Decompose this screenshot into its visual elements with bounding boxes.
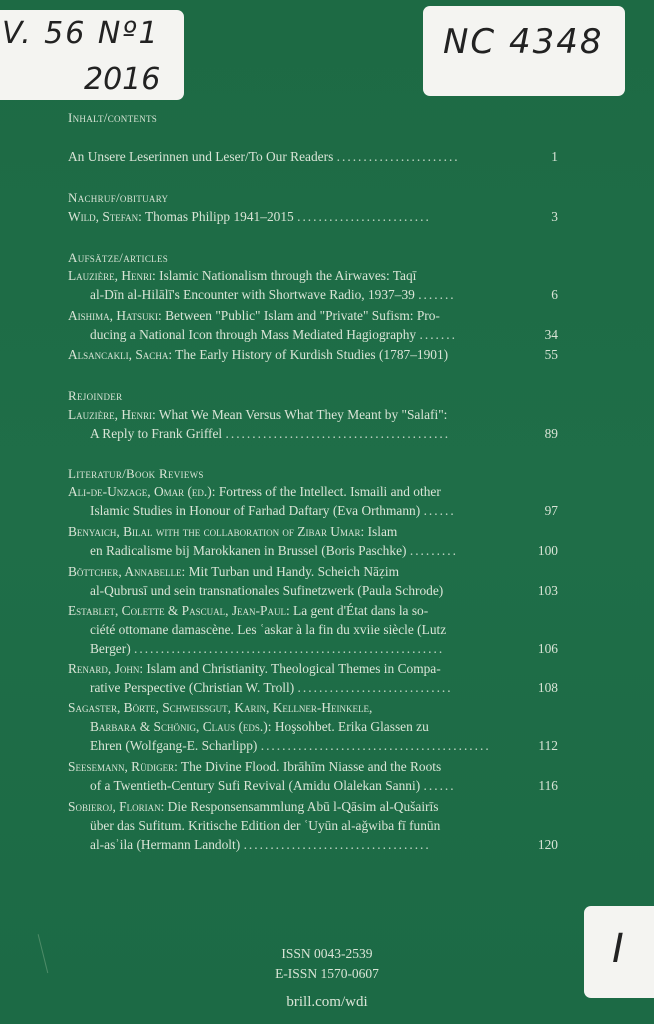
entry-title: Thomas Philipp 1941–2015 <box>144 209 294 224</box>
entry-author: Lauzière, Henri: <box>68 268 156 283</box>
handwritten-shelf-label <box>423 6 625 96</box>
page-number: 1 <box>551 149 558 164</box>
rejoinder-heading: Rejoinder <box>68 388 123 403</box>
page-number: 112 <box>538 738 558 753</box>
handwritten-year: 2016 <box>84 62 161 97</box>
entry-author: Sagaster, Börte, Schweissgut, Karin, Kellner-Heinkele, <box>68 700 373 715</box>
reviews-heading: Literatur/Book Reviews <box>68 466 204 481</box>
entry-author: Böttcher, Annabelle: <box>68 564 186 579</box>
entry-author: Sobieroj, Florian: <box>68 799 165 814</box>
handwritten-volume: V. 56 Nº1 <box>2 16 160 51</box>
page-number: 108 <box>537 680 558 695</box>
toc-entry-review-1: Ali-de-Unzage, Omar (ed.): Fortress of the Intellect. Ismaili and other Islamic Studies in Honour of Farhad Daftary (Eva Orthmann) ...... 97 <box>68 484 558 518</box>
articles-heading: Aufsätze/articles <box>68 250 169 265</box>
entry-title-line-1: What We Mean Versus What They Meant by "Salafi": <box>158 407 448 422</box>
page-number: 6 <box>551 287 558 302</box>
entry-title-line-1: The Early History of Kurdish Studies (1787–1901) <box>175 347 449 362</box>
entry-title-line-2: al-Dīn al-Hilālī's Encounter with Shortwave Radio, 1937–39 <box>90 287 415 302</box>
page-number: 120 <box>537 837 558 852</box>
toc-entry-review-5: Renard, John: Islam and Christianity. Theological Themes in Compa- rative Perspective (Christian W. Troll) ............................. 108 <box>68 661 558 695</box>
handwritten-corner-mark: I <box>612 926 624 972</box>
entry-author-cont: Barbara & Schönig, Claus (eds.): <box>90 719 272 734</box>
entry-author: Ali-de-Unzage, Omar (ed.): <box>68 484 216 499</box>
entry-author: Lauzière, Henri: <box>68 407 156 422</box>
page-number: 89 <box>544 426 558 441</box>
entry-title-line-2: A Reply to Frank Griffel <box>90 426 223 441</box>
entry-title-line-1: Islamic Nationalism through the Airwaves: Taqī <box>159 268 417 283</box>
entry-title-line-1: La gent d'État dans la so- <box>293 603 429 618</box>
toc-entry-review-3 <box>68 562 558 600</box>
issn-electronic: E-ISSN 1570-0607 <box>275 966 379 981</box>
obituary-heading: Nachruf/obituary <box>68 190 169 205</box>
page-number: 106 <box>537 641 558 656</box>
toc-entry-review-8: Sobieroj, Florian: Die Responsensammlung Abū l-Qāsim al-Qušairīs über das Sufitum. Kritische Edition der ʿUyūn al-aǧwiba fī funūn al-asʾila (Hermann Landolt) ................................... 120 <box>68 799 558 852</box>
entry-title-line-2: Islamic Studies in Honour of Farhad Daftary (Eva Orthmann) <box>90 503 421 518</box>
toc-entry-review-2: Benyaich, Bilal with the collaboration of Zibar Umar: Islam en Radicalisme bij Marokkanen in Brussel (Boris Paschke) ......... 100 <box>68 524 558 558</box>
page-number: 116 <box>538 778 558 793</box>
issn-print: ISSN 0043-2539 <box>281 946 373 961</box>
toc-entry-review-7: Seesemann, Rüdiger: The Divine Flood. Ibrāhīm Niasse and the Roots of a Twentieth-Century Sufi Revival (Amidu Olalekan Sanni) ...... 116 <box>68 759 558 793</box>
entry-title-line-2: ciété ottomane damascène. Les ʿaskar à la fin du xviie siècle (Lutz <box>90 622 447 637</box>
entry-author: Establet, Colette & Pascual, Jean-Paul: <box>68 603 290 618</box>
toc-entry-obituary: Wild, Stefan: Thomas Philipp 1941–2015 ......................... 3 <box>68 209 558 224</box>
entry-author: Benyaich, Bilal with the collaboration of Zibar Umar: <box>68 524 365 539</box>
entry-title-line-1: Between "Public" Islam and "Private" Sufism: Pro- <box>165 308 440 323</box>
entry-title-line-1: Die Responsensammlung Abū l-Qāsim al-Qušairīs <box>167 799 439 814</box>
entry-title-line-2: al-Qubrusī und sein transnationales Sufinetzwerk (Paula Schrode) <box>90 583 444 598</box>
page-number: 100 <box>537 543 558 558</box>
toc-heading: Inhalt/contents <box>68 110 158 125</box>
toc-entry-to-readers: An Unsere Leserinnen und Leser/To Our Readers ....................... 1 <box>68 149 558 164</box>
journal-url: brill.com/wdi <box>286 994 368 1010</box>
entry-title: An Unsere Leserinnen und Leser/To Our Readers <box>68 149 334 164</box>
page-number: 3 <box>551 209 558 224</box>
page-number: 55 <box>544 347 558 362</box>
entry-title-line-2: of a Twentieth-Century Sufi Revival (Amidu Olalekan Sanni) <box>90 778 421 793</box>
entry-title-line-2: rative Perspective (Christian W. Troll) <box>90 680 295 695</box>
entry-title-line-2: ducing a National Icon through Mass Mediated Hagiography <box>90 327 417 342</box>
entry-author: Renard, John: <box>68 661 144 676</box>
entry-title-line-2: en Radicalisme bij Marokkanen in Brussel (Boris Paschke) <box>90 543 407 558</box>
page-number: 34 <box>544 327 558 342</box>
entry-author: Wild, Stefan: <box>68 209 142 224</box>
toc-entry-rejoinder: Lauzière, Henri: What We Mean Versus What They Meant by "Salafi": A Reply to Frank Griffel .......................................... 89 <box>68 407 558 441</box>
toc-entry-article-3 <box>68 345 558 364</box>
page-number: 97 <box>544 503 558 518</box>
toc-entry-article-2: Aishima, Hatsuki: Between "Public" Islam and "Private" Sufism: Pro- ducing a National Icon through Mass Mediated Hagiography ....... 34 <box>68 308 558 342</box>
toc-entry-review-4: Establet, Colette & Pascual, Jean-Paul: La gent d'État dans la so- ciété ottomane damascène. Les ʿaskar à la fin du xviie siècle (Lutz Berger) .......................................................... 106 <box>68 603 558 656</box>
handwritten-volume-label <box>0 10 184 100</box>
toc-entry-review-6: Sagaster, Börte, Schweissgut, Karin, Kellner-Heinkele, Barbara & Schönig, Claus (eds.): Hoşsohbet. Erika Glassen zu Ehren (Wolfgang-E. Scharlipp) ........................................... 112 <box>68 700 558 753</box>
entry-title-line-1: Fortress of the Intellect. Ismaili and other <box>218 484 441 499</box>
handwritten-shelfmark: NC 4348 <box>443 22 604 62</box>
toc-entry-article-1: Lauzière, Henri: Islamic Nationalism through the Airwaves: Taqī al-Dīn al-Hilālī's Encounter with Shortwave Radio, 1937–39 ....... 6 <box>68 268 558 302</box>
entry-title-line-1: Mit Turban und Handy. Scheich Nāẓim <box>188 564 400 579</box>
entry-title-line-3: Berger) <box>90 641 131 656</box>
entry-author: Seesemann, Rüdiger: <box>68 759 178 774</box>
entry-title-line-2: Ehren (Wolfgang-E. Scharlipp) <box>90 738 258 753</box>
entry-title-line-1: Islam <box>367 524 398 539</box>
entry-title-line-3: al-asʾila (Hermann Landolt) <box>90 837 241 852</box>
entry-title-line-1: The Divine Flood. Ibrāhīm Niasse and the Roots <box>180 759 442 774</box>
entry-title-line-1: Hoşsohbet. Erika Glassen zu <box>274 719 429 734</box>
page-number: 103 <box>537 583 558 598</box>
entry-title-line-1: Islam and Christianity. Theological Themes in Compa- <box>146 661 441 676</box>
entry-author: Alsancakli, Sacha: <box>68 347 173 362</box>
entry-author: Aishima, Hatsuki: <box>68 308 162 323</box>
entry-title-line-2: über das Sufitum. Kritische Edition der ʿUyūn al-aǧwiba fī funūn <box>90 818 441 833</box>
